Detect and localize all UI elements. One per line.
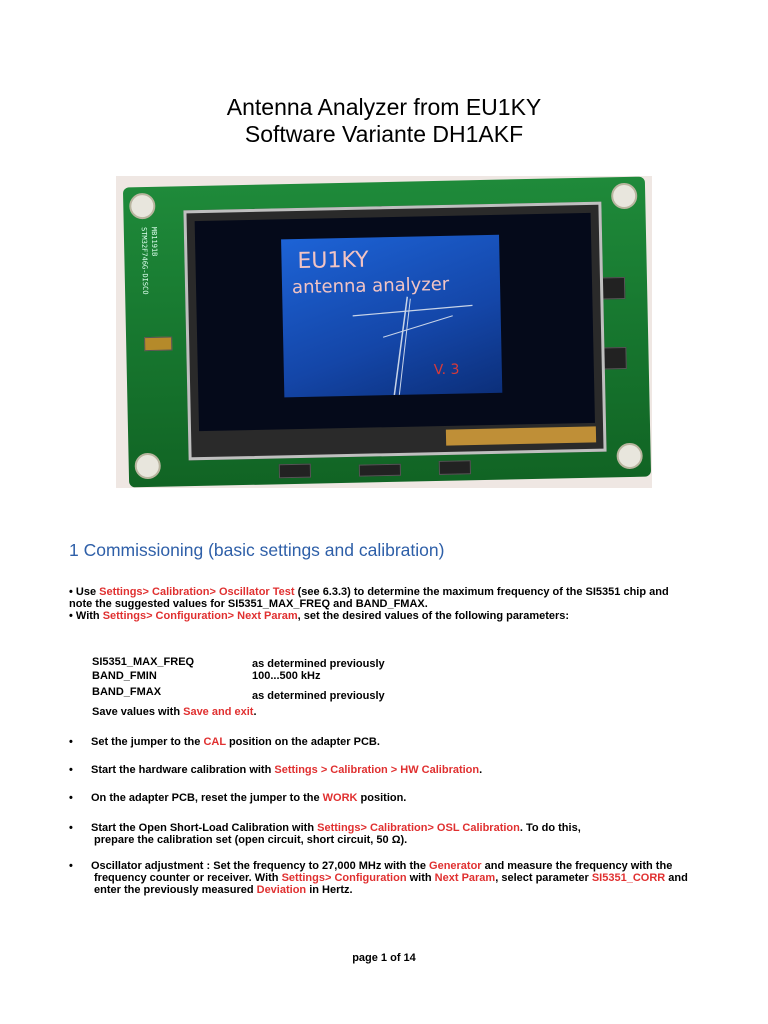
list-item <box>69 822 729 848</box>
document-title-line2: Software Variante DH1AKF <box>244 121 524 147</box>
splash-screen <box>281 235 502 398</box>
list-item <box>69 860 739 898</box>
text: . <box>479 764 483 776</box>
text: frequency counter or receiver. With <box>94 872 282 884</box>
text: Start the Open Short-Load Calibration with <box>91 822 318 834</box>
list-item <box>69 792 729 806</box>
text: , select parameter <box>495 872 592 884</box>
paragraph-oscillator-test <box>69 586 719 598</box>
silk-code: MB1191B <box>149 226 159 257</box>
text: enter the previously measured <box>94 884 257 896</box>
mount-hole <box>129 193 156 220</box>
paragraph-oscillator-test-line2: note the suggested values for SI5351_MAX_FREQ and BAND_FMAX. <box>69 598 428 610</box>
menu-path: Deviation <box>256 884 307 896</box>
bullet: • <box>69 792 73 804</box>
menu-path: Settings> Calibration> OSL Calibration <box>317 822 520 834</box>
device-photo <box>116 176 652 488</box>
menu-path: Generator <box>429 860 482 872</box>
param-name: SI5351_MAX_FREQ <box>92 656 195 668</box>
text: and measure the frequency with the <box>481 860 673 872</box>
param-value: as determined previously <box>252 658 385 670</box>
text: prepare the calibration set (open circuit, short circuit, 50 Ω). <box>94 834 408 846</box>
menu-path: Save and exit <box>183 706 254 718</box>
text: (see 6.3.3) to determine the maximum frequency of the SI5351 chip and <box>294 586 669 598</box>
text: , set the desired values of the following parameters: <box>297 610 570 622</box>
text: in Hertz. <box>306 884 353 896</box>
text: • With <box>69 610 103 622</box>
splash-subtitle: antenna analyzer <box>291 273 450 299</box>
silk-label: STM32F746G-DISCO <box>139 226 150 295</box>
mount-hole <box>134 453 161 480</box>
bullet: • <box>69 860 73 872</box>
document-title-line1: Antenna Analyzer from EU1KY <box>226 94 542 120</box>
text: Start the hardware calibration with <box>91 764 275 776</box>
param-name: BAND_FMAX <box>92 686 162 698</box>
mount-hole <box>611 183 638 210</box>
text: position on the adapter PCB. <box>225 736 380 748</box>
menu-path: WORK <box>322 792 358 804</box>
paragraph-next-param <box>69 610 569 622</box>
bullet: • <box>69 764 73 776</box>
section-heading: 1 Commissioning (basic settings and calibration) <box>69 540 445 560</box>
text: On the adapter PCB, reset the jumper to the <box>91 792 323 804</box>
menu-path: Settings> Configuration> Next Param <box>102 610 298 622</box>
param-value: 100...500 kHz <box>252 670 321 682</box>
text: Oscillator adjustment : Set the frequency to 27,000 MHz with the <box>91 860 430 872</box>
connector <box>439 460 471 475</box>
splash-version: V. 3 <box>433 361 460 379</box>
splash-title: EU1KY <box>297 247 369 275</box>
param-value: as determined previously <box>252 690 385 702</box>
menu-path: SI5351_CORR <box>591 872 666 884</box>
menu-path: Settings > Calibration > HW Calibration <box>274 764 480 776</box>
flex-cable <box>446 426 596 445</box>
text: • Use <box>69 586 100 598</box>
menu-path: CAL <box>203 736 226 748</box>
text: Save values with <box>92 706 184 718</box>
text: . <box>253 706 257 718</box>
menu-path: Settings> Calibration> Oscillator Test <box>99 586 295 598</box>
bullet: • <box>69 822 73 834</box>
menu-path: Next Param <box>434 872 496 884</box>
text: . To do this, <box>519 822 581 834</box>
menu-path: Settings> Configuration <box>281 872 407 884</box>
param-name: BAND_FMIN <box>92 670 157 682</box>
list-item <box>69 736 729 750</box>
connector <box>359 464 401 477</box>
mount-hole <box>616 443 643 470</box>
text: position. <box>357 792 407 804</box>
text: and <box>665 872 688 884</box>
lcd-screen <box>195 213 595 431</box>
bullet: • <box>69 736 73 748</box>
text: Set the jumper to the <box>91 736 204 748</box>
text: with <box>406 872 435 884</box>
page-number: page 1 of 14 <box>352 952 416 964</box>
connector <box>279 464 311 479</box>
list-item <box>69 764 729 778</box>
lcd-frame <box>183 202 606 461</box>
save-instruction <box>92 706 257 718</box>
